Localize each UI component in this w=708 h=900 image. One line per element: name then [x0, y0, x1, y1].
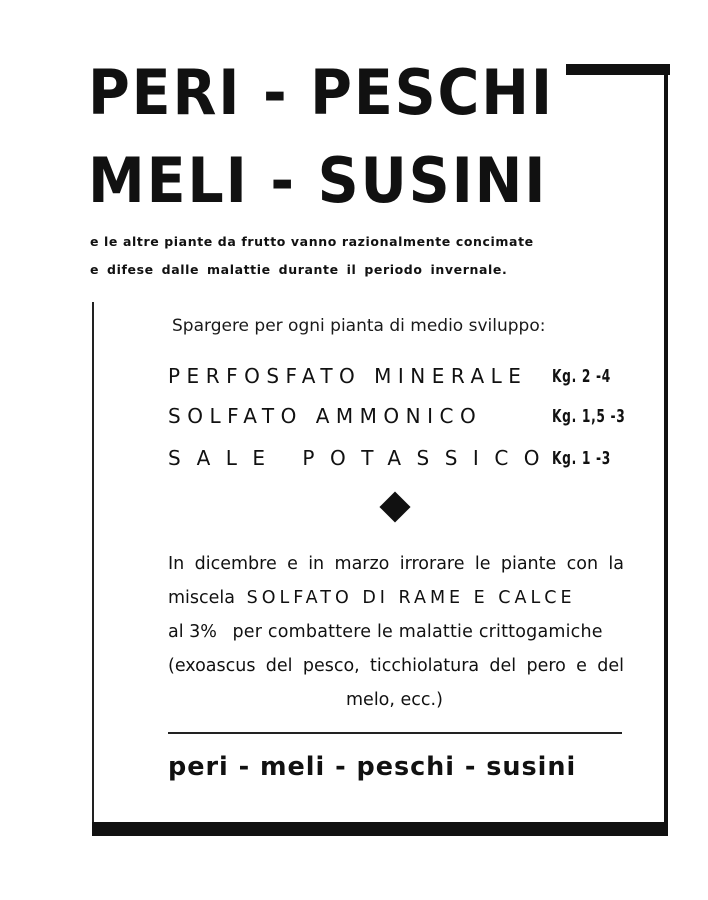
treatment-percentage: al 3%	[168, 622, 217, 642]
treatment-line-5: melo, ecc.)	[346, 690, 443, 710]
treatment-line-4: (exoascus del pesco, ticchiolatura del pero e del	[168, 656, 624, 676]
headline-line-1: PERI - PESCHI	[88, 56, 554, 129]
treatment-line-2-prefix: miscela	[168, 588, 236, 608]
footer-slogan: peri - meli - peschi - susini	[168, 752, 577, 782]
intro-text: Spargere per ogni pianta di medio sviluppo:	[172, 316, 546, 336]
right-border-bar	[664, 64, 668, 826]
treatment-line-3	[168, 616, 603, 648]
left-border-line	[92, 302, 94, 822]
diamond-ornament-icon	[379, 491, 410, 522]
headline-line-2: MELI - SUSINI	[88, 144, 548, 217]
treatment-line-2	[168, 582, 576, 614]
subtitle-line-2: e difese dalle malattie durante il periodo invernale.	[90, 262, 508, 277]
product-qty-sale-potassico: Kg. 1 -3	[552, 448, 611, 469]
treatment-mixture-name: SOLFATO DI RAME E CALCE	[246, 588, 576, 608]
horizontal-rule	[168, 732, 622, 734]
treatment-line-3-rest: per combattere le malattie crittogamiche	[232, 622, 603, 642]
subtitle-line-1: e le altre piante da frutto vanno razionalmente concimate	[90, 234, 534, 249]
treatment-paragraph	[168, 548, 624, 718]
product-qty-perfosfato: Kg. 2 -4	[552, 366, 611, 387]
top-right-bar	[566, 64, 670, 75]
product-qty-solfato: Kg. 1,5 -3	[552, 406, 626, 427]
product-name-solfato: SOLFATO AMMONICO	[168, 404, 483, 428]
treatment-line-1: In dicembre e in marzo irrorare le piante con la	[168, 554, 624, 574]
product-name-perfosfato: PERFOSFATO MINERALE	[168, 364, 528, 388]
product-name-sale-potassico: SALE POTASSICO	[168, 446, 556, 470]
bottom-border-bar	[92, 822, 668, 836]
